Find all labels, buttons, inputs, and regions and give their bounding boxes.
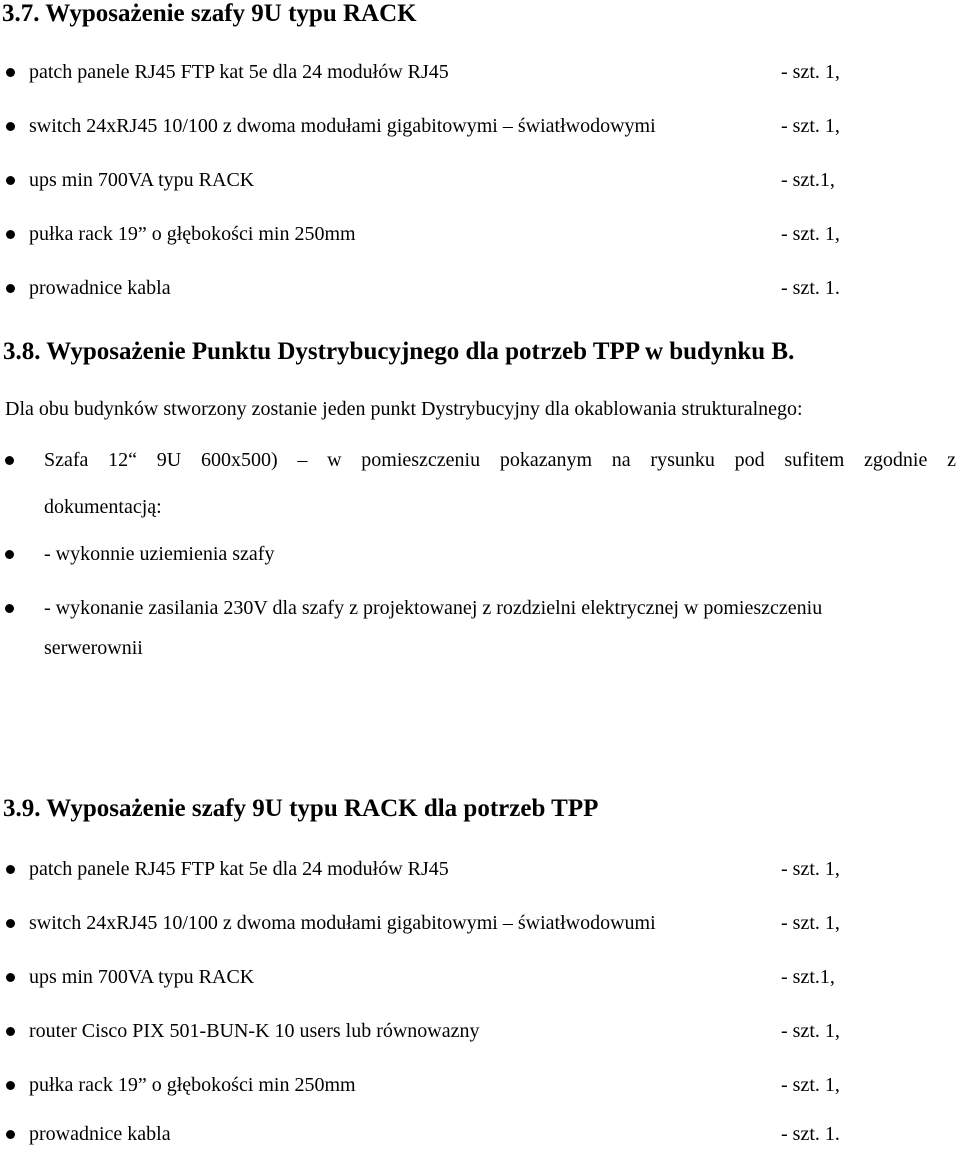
item-label: prowadnice kabla: [29, 277, 171, 299]
item-quantity: - szt. 1,: [781, 223, 840, 245]
item-quantity: - szt. 1,: [781, 912, 840, 934]
bullet-icon: [6, 919, 15, 928]
item-quantity: - szt. 1,: [781, 858, 840, 880]
bullet-icon: [6, 1081, 15, 1090]
bullet-icon: [6, 68, 15, 77]
bullet-icon: [6, 230, 15, 239]
item-label: ups min 700VA typu RACK: [29, 169, 255, 191]
item-text: - wykonanie zasilania 230V dla szafy z projektowanej z rozdzielni elektrycznej w pomieszczeniu: [44, 597, 823, 619]
item-quantity: - szt. 1.: [781, 277, 840, 299]
item-label: router Cisco PIX 501-BUN-K 10 users lub równowazny: [29, 1020, 480, 1042]
item-text-continued: serwerownii: [44, 637, 143, 659]
bullet-icon: [5, 456, 14, 465]
item-label: patch panele RJ45 FTP kat 5e dla 24 modułów RJ45: [29, 61, 449, 83]
item-text: Szafa 12“ 9U 600x500) – w pomieszczeniu pokazanym na rysunku pod sufitem zgodnie z: [44, 449, 956, 471]
item-label: prowadnice kabla: [29, 1123, 171, 1145]
item-quantity: - szt.1,: [781, 169, 835, 191]
item-quantity: - szt. 1,: [781, 1074, 840, 1096]
item-label: patch panele RJ45 FTP kat 5e dla 24 modułów RJ45: [29, 858, 449, 880]
item-quantity: - szt.1,: [781, 966, 835, 988]
bullet-icon: [6, 176, 15, 185]
item-quantity: - szt. 1,: [781, 115, 840, 137]
item-text: - wykonnie uziemienia szafy: [44, 543, 275, 565]
bullet-icon: [6, 865, 15, 874]
bullet-icon: [6, 284, 15, 293]
section-3-8-heading: 3.8. Wyposażenie Punktu Dystrybucyjnego dla potrzeb TPP w budynku B.: [3, 338, 795, 365]
item-label: switch 24xRJ45 10/100 z dwoma modułami gigabitowymi – światłwodowumi: [29, 912, 656, 934]
item-label: pułka rack 19” o głębokości min 250mm: [29, 223, 356, 245]
bullet-icon: [6, 973, 15, 982]
bullet-icon: [5, 550, 14, 559]
section-3-8-intro: Dla obu budynków stworzony zostanie jeden punkt Dystrybucyjny dla okablowania strukturalnego:: [5, 398, 803, 420]
section-3-7-heading: 3.7. Wyposażenie szafy 9U typu RACK: [2, 0, 417, 27]
item-label: switch 24xRJ45 10/100 z dwoma modułami gigabitowymi – światłwodowymi: [29, 115, 656, 137]
bullet-icon: [6, 122, 15, 131]
item-text-continued: dokumentacją:: [44, 496, 162, 518]
bullet-icon: [5, 604, 14, 613]
bullet-icon: [6, 1130, 15, 1139]
item-label: ups min 700VA typu RACK: [29, 966, 255, 988]
item-quantity: - szt. 1,: [781, 1020, 840, 1042]
section-3-9-heading: 3.9. Wyposażenie szafy 9U typu RACK dla potrzeb TPP: [3, 795, 599, 822]
item-label: pułka rack 19” o głębokości min 250mm: [29, 1074, 356, 1096]
item-quantity: - szt. 1.: [781, 1123, 840, 1145]
bullet-icon: [6, 1027, 15, 1036]
item-quantity: - szt. 1,: [781, 61, 840, 83]
